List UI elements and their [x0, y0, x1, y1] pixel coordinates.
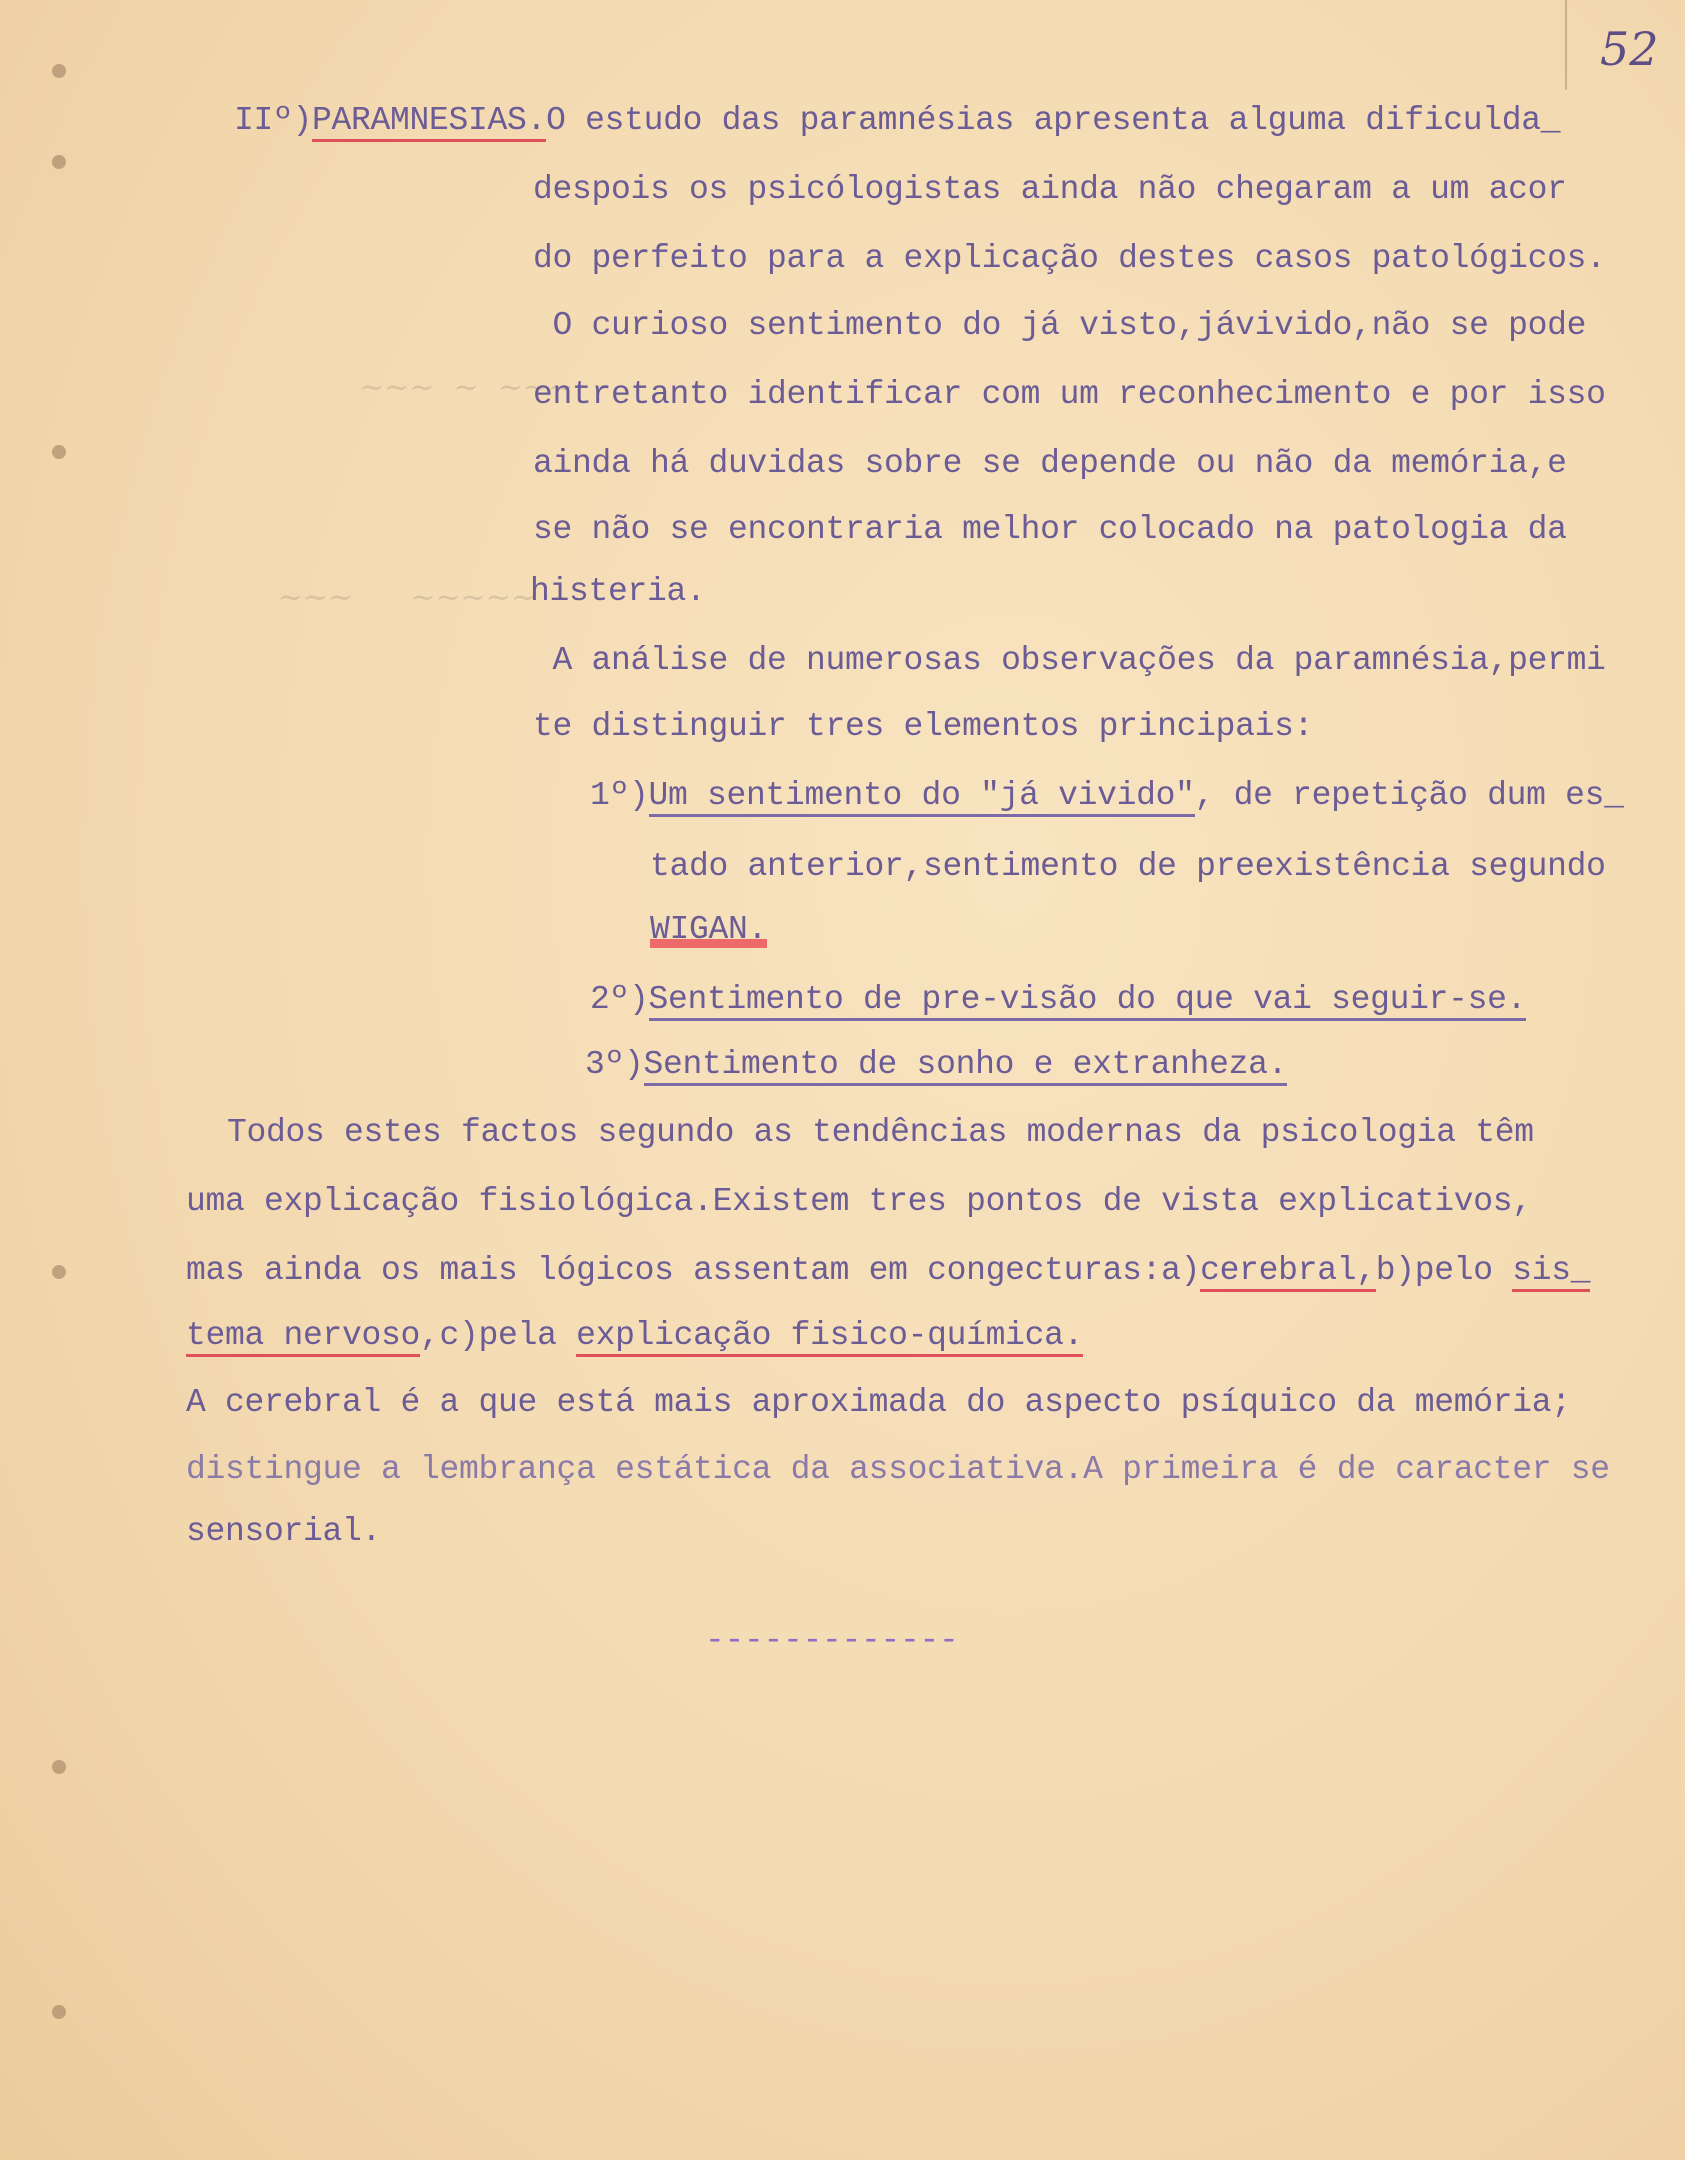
text-line: A cerebral é a que está mais aproximada do aspecto psíquico da memória;: [186, 1384, 1571, 1421]
heading-number: IIº): [234, 102, 313, 139]
underlined-text: Sentimento de sonho e extranheza.: [644, 1046, 1288, 1086]
text-line: O curioso sentimento do já visto,jávivido,não se pode: [533, 307, 1587, 344]
punch-hole: [52, 1265, 66, 1279]
text-span: b)pelo: [1375, 1252, 1513, 1289]
underlined-text: Um sentimento do "já vivido": [649, 777, 1195, 817]
heading-title: PARAMNESIAS.: [312, 102, 546, 142]
punch-hole: [52, 2005, 66, 2019]
page-number: 52: [1600, 22, 1659, 76]
pencil-marks: ~~~ ~ ~~~: [340, 370, 574, 405]
underlined-text: sis_: [1512, 1252, 1590, 1292]
text-line: sensorial.: [186, 1513, 382, 1550]
text-line: Todos estes factos segundo as tendências modernas da psicologia têm: [227, 1114, 1534, 1151]
separator-line: -------------: [705, 1622, 959, 1659]
underlined-text: Sentimento de pre-visão do que vai seguir-se.: [649, 981, 1527, 1021]
text-line: despois os psicólogistas ainda não chegaram a um acor: [533, 171, 1567, 208]
list-item-3: [585, 1045, 1287, 1085]
text-line: tado anterior,sentimento de preexistência segundo: [650, 848, 1606, 885]
punch-hole: [52, 155, 66, 169]
list-number: 3º): [585, 1046, 644, 1083]
text-span: mas ainda os mais lógicos assentam em congecturas:a): [186, 1252, 1201, 1289]
punch-hole: [52, 445, 66, 459]
text-line: [186, 1316, 1083, 1356]
list-item-2: [590, 980, 1526, 1020]
punch-hole: [52, 1760, 66, 1774]
text-line: uma explicação fisiológica.Existem tres pontos de vista explicativos,: [186, 1183, 1532, 1220]
underlined-text: explicação fisico-química.: [576, 1317, 1083, 1357]
text-line: histeria.: [530, 573, 706, 610]
list-number: 1º): [590, 777, 649, 814]
text-line: A análise de numerosas observações da paramnésia,permi: [533, 642, 1606, 679]
text-line: te distinguir tres elementos principais:: [533, 708, 1314, 745]
text-line: O estudo das paramnésias apresenta alguma dificulda_: [546, 102, 1561, 139]
text-line: [186, 1251, 1590, 1291]
text-line: , de repetição dum es_: [1194, 777, 1624, 814]
punch-hole: [52, 64, 66, 78]
section-heading-line: [234, 101, 1560, 141]
pencil-marks: ~~~ ~~~~~: [230, 580, 536, 615]
page-edge: [1565, 0, 1567, 90]
text-line: se não se encontraria melhor colocado na patologia da: [533, 511, 1567, 548]
underlined-text: tema nervoso: [186, 1317, 420, 1357]
underlined-text: cerebral,: [1200, 1252, 1376, 1292]
text-span: ,c)pela: [420, 1317, 577, 1354]
list-item-1: [590, 776, 1624, 816]
text-line: do perfeito para a explicação destes casos patológicos.: [533, 240, 1606, 277]
text-line: [650, 910, 767, 950]
text-line: distingue a lembrança estática da associativa.A primeira é de caracter se: [186, 1451, 1610, 1488]
highlighted-name: WIGAN.: [650, 911, 768, 948]
list-number: 2º): [590, 981, 649, 1018]
text-line: entretanto identificar com um reconhecimento e por isso: [533, 376, 1606, 413]
text-line: ainda há duvidas sobre se depende ou não da memória,e: [533, 445, 1567, 482]
